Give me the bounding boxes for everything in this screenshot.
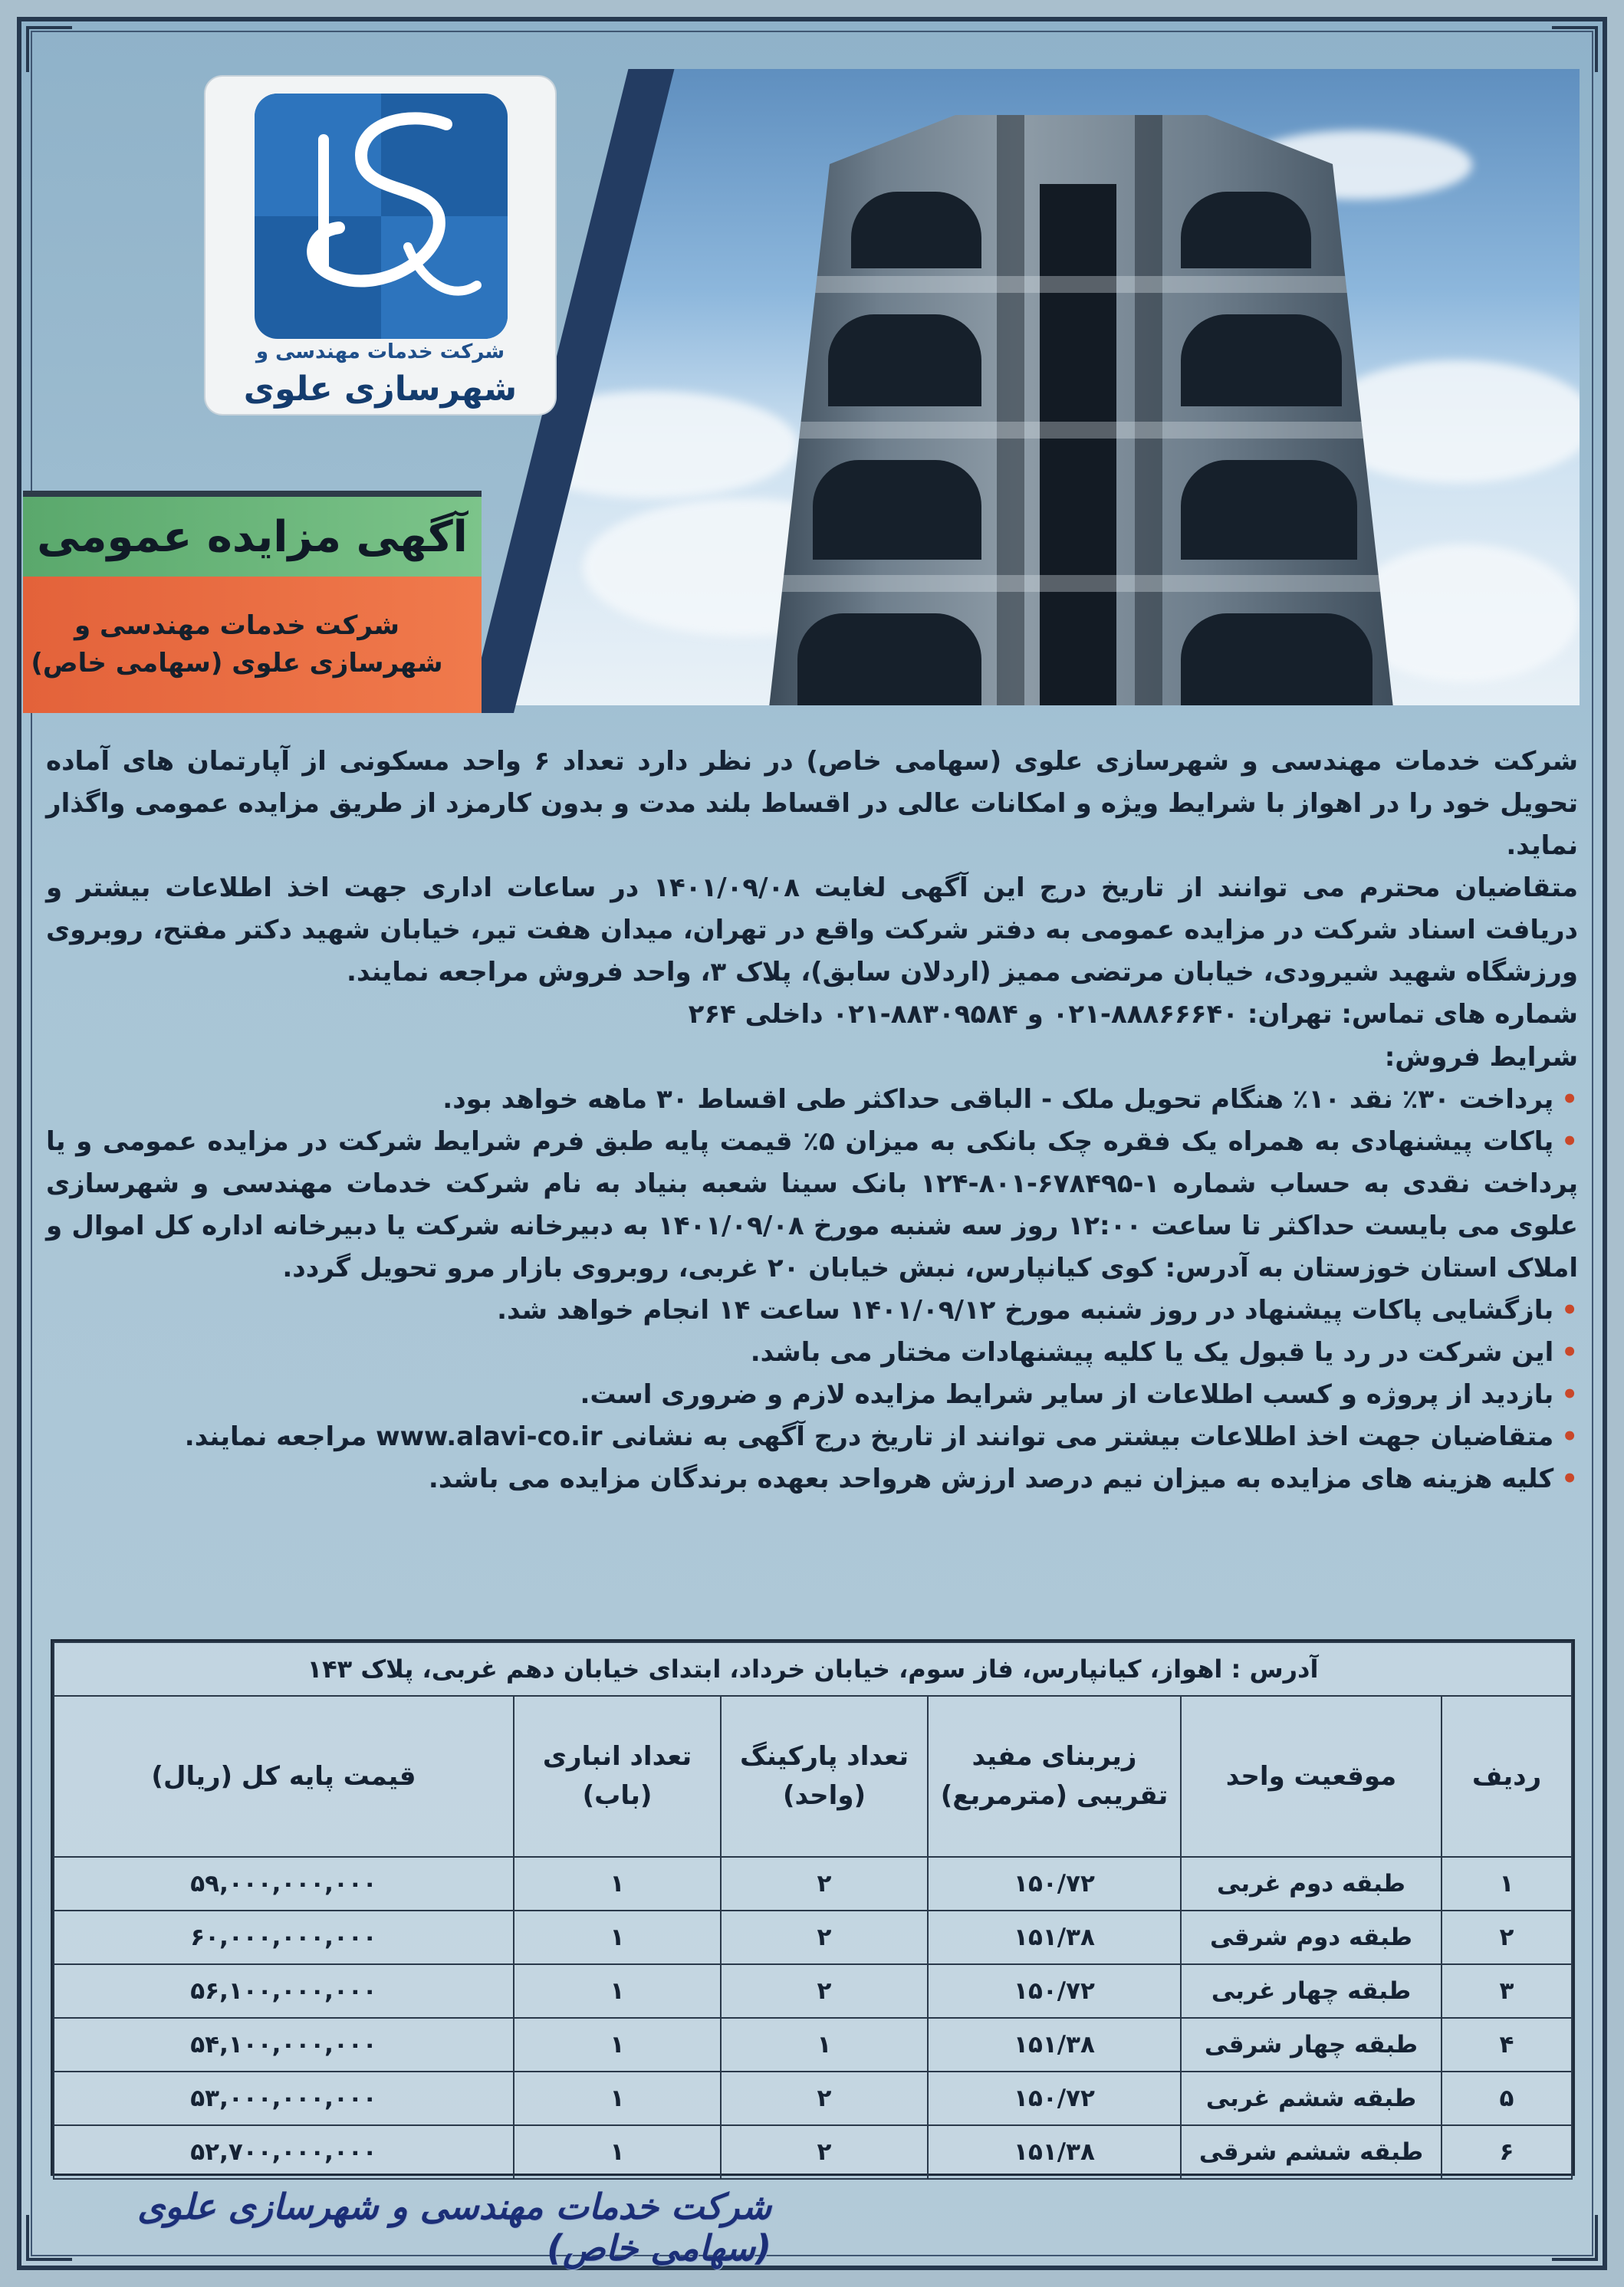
cell-base-price: ۶۰,۰۰۰,۰۰۰,۰۰۰ [54, 1911, 514, 1964]
cell-storage: ۱ [514, 2125, 721, 2179]
cell-row-number: ۶ [1442, 2125, 1572, 2179]
header-area: زیربنای مفید تقریبی (مترمربع) [928, 1696, 1181, 1857]
corner-ornament [26, 26, 72, 72]
intro-paragraph: شرکت خدمات مهندسی و شهرسازی علوی (سهامی خاص) در نظر دارد تعداد ۶ واحد مسکونی از آپارتمان های آماده تحویل خود را در اهواز با شرایط ویژه و امکانات عالی در اقساط بلند مدت و بدون کارمزد از طریق مزایده عمومی واگذار نماید. [46, 746, 1578, 862]
footer-company-signature [43, 2186, 779, 2269]
cell-row-number: ۴ [1442, 2018, 1572, 2072]
cell-base-price: ۵۶,۱۰۰,۰۰۰,۰۰۰ [54, 1964, 514, 2018]
arched-window [1181, 192, 1311, 268]
cell-area: ۱۵۱/۳۸ [928, 1911, 1181, 1964]
cell-parking: ۲ [721, 2072, 928, 2125]
arched-window [1181, 314, 1342, 406]
cell-unit-location: طبقه چهار شرقی [1181, 2018, 1442, 2072]
arched-window [813, 460, 981, 560]
info-paragraph: متقاضیان محترم می توانند از تاریخ درج این آگهی لغایت ۱۴۰۱/۰۹/۰۸ در ساعات اداری جهت اخذ اطلاعات بیشتر و دریافت اسناد شرکت در مزایده عمومی به دفتر شرکت واقع در تهران، میدان هفت تیر، خیابان شهید دکتر مفتح، روبروی ورزشگاه شهید شیرودی، خیابان مرتضی ممیز (اردلان سابق)، پلاک ۳، واحد فروش مراجعه نمایند. [46, 872, 1578, 988]
cell-storage: ۱ [514, 2018, 721, 2072]
cell-base-price: ۵۳,۰۰۰,۰۰۰,۰۰۰ [54, 2072, 514, 2125]
sale-term-item: • کلیه هزینه های مزایده به میزان نیم درصد ارزش هرواحد بعهده برندگان مزایده می باشد. [46, 1458, 1578, 1500]
header-unit-location: موقعیت واحد [1181, 1696, 1442, 1857]
sale-term-item: • بازدید از پروژه و کسب اطلاعات از سایر شرایط مزایده لازم و ضروری است. [46, 1374, 1578, 1416]
cell-row-number: ۲ [1442, 1911, 1572, 1964]
table-row [54, 2072, 1572, 2125]
contact-numbers: شماره های تماس: تهران: ۸۸۸۶۶۶۴۰-۰۲۱ و ۸۸۳۰۹۵۸۴-۰۲۱ داخلی ۲۶۴ [688, 999, 1578, 1030]
corner-ornament [1552, 2215, 1598, 2261]
cell-parking: ۱ [721, 2018, 928, 2072]
cell-row-number: ۳ [1442, 1964, 1572, 2018]
table-row [54, 2125, 1572, 2179]
table-address: آدرس : اهواز، کیانپارس، فاز سوم، خیابان خرداد، ابتدای خیابان دهم غربی، پلاک ۱۴۳ [54, 1642, 1572, 1696]
announcement-body [46, 741, 1578, 1500]
cell-parking: ۲ [721, 1911, 928, 1964]
cell-storage: ۱ [514, 1911, 721, 1964]
table-header-row [54, 1696, 1572, 1857]
cell-base-price: ۵۹,۰۰۰,۰۰۰,۰۰۰ [54, 1857, 514, 1911]
header-parking: تعداد پارکینگ (واحد) [721, 1696, 928, 1857]
facade-column [1135, 115, 1162, 705]
building-photo [491, 69, 1580, 705]
cell-unit-location: طبقه ششم غربی [1181, 2072, 1442, 2125]
logo-mark [255, 94, 508, 339]
cell-base-price: ۵۲,۷۰۰,۰۰۰,۰۰۰ [54, 2125, 514, 2179]
logo-text-line1: شرکت خدمات مهندسی و [255, 340, 505, 363]
company-ribbon [23, 577, 482, 713]
cell-storage: ۱ [514, 1857, 721, 1911]
company-logo [205, 77, 555, 414]
cell-area: ۱۵۰/۷۲ [928, 2072, 1181, 2125]
header-row-number: ردیف [1442, 1696, 1572, 1857]
logo-text-line2: شهرسازی علوی [243, 370, 518, 409]
sale-term-item: • پرداخت ۳۰٪ نقد ۱۰٪ هنگام تحویل ملک - الباقی حداکثر طی اقساط ۳۰ ماهه خواهد بود. [46, 1079, 1578, 1121]
header-base-price: قیمت پایه کل (ریال) [54, 1696, 514, 1857]
facade-band [767, 422, 1396, 439]
auction-title-ribbon [23, 491, 482, 577]
footer-company-name: شرکت خدمات مهندسی و شهرسازی علوی (سهامی خاص) [137, 2186, 771, 2269]
cell-row-number: ۵ [1442, 2072, 1572, 2125]
table-address-row [54, 1642, 1572, 1696]
arched-window [1181, 613, 1373, 705]
arched-window [797, 613, 981, 705]
facade-column [997, 115, 1024, 705]
table-row [54, 2018, 1572, 2072]
auction-title: آگهی مزایده عمومی [37, 511, 468, 562]
cell-storage: ۱ [514, 2072, 721, 2125]
corner-ornament [1552, 26, 1598, 72]
sale-term-item: • متقاضیان جهت اخذ اطلاعات بیشتر می توانند از تاریخ درج آگهی به نشانی www.alavi-co.ir مراجعه نمایند. [46, 1416, 1578, 1458]
cell-row-number: ۱ [1442, 1857, 1572, 1911]
table-row [54, 1857, 1572, 1911]
table-row [54, 1964, 1572, 2018]
cell-unit-location: طبقه دوم شرقی [1181, 1911, 1442, 1964]
cell-area: ۱۵۰/۷۲ [928, 1964, 1181, 2018]
header-storage: تعداد انباری (باب) [514, 1696, 721, 1857]
cell-base-price: ۵۴,۱۰۰,۰۰۰,۰۰۰ [54, 2018, 514, 2072]
cell-area: ۱۵۰/۷۲ [928, 1857, 1181, 1911]
sale-term-item: • این شرکت در رد یا قبول یک یا کلیه پیشنهادات مختار می باشد. [46, 1332, 1578, 1374]
sale-term-item: • بازگشایی پاکات پیشنهاد در روز شنبه مورخ ۱۴۰۱/۰۹/۱۲ ساعت ۱۴ انجام خواهد شد. [46, 1290, 1578, 1332]
cell-area: ۱۵۱/۳۸ [928, 2018, 1181, 2072]
company-name-line1: شرکت خدمات مهندسی و [74, 610, 399, 641]
units-table [51, 1639, 1575, 2176]
facade-band [767, 575, 1396, 592]
arched-window [1181, 460, 1357, 560]
cell-unit-location: طبقه چهار غربی [1181, 1964, 1442, 2018]
cell-parking: ۲ [721, 2125, 928, 2179]
logo-calligraphy-icon [255, 94, 508, 339]
cell-parking: ۲ [721, 1857, 928, 1911]
building-facade [767, 115, 1396, 705]
arched-window [828, 314, 981, 406]
cell-storage: ۱ [514, 1964, 721, 2018]
cell-area: ۱۵۱/۳۸ [928, 2125, 1181, 2179]
sale-term-item: • پاکات پیشنهادی به همراه یک فقره چک بانکی به میزان ۵٪ قیمت پایه طبق فرم شرایط شرکت در مزایده عمومی و یا پرداخت نقدی به حساب شماره ۱-۶۷۸۴۹۵-۸۰۱-۱۲۴ بانک سینا شعبه بنیاد به نام شرکت خدمات مهندسی و شهرسازی علوی می بایست حداکثر تا ساعت ۱۲:۰۰ روز سه شنبه مورخ ۱۴۰۱/۰۹/۰۸ به دبیرخانه شرکت یا دبیرخانه اداره کل اموال و املاک استان خوزستان به آدرس: کوی کیانپارس، نبش خیابان ۲۰ غربی، روبروی بازار مرو تحویل گردد. [46, 1121, 1578, 1290]
cell-unit-location: طبقه دوم غربی [1181, 1857, 1442, 1911]
facade-band [767, 276, 1396, 293]
cell-unit-location: طبقه ششم شرقی [1181, 2125, 1442, 2179]
arched-window [851, 192, 981, 268]
facade-center-slit [1040, 184, 1116, 705]
company-name-line2: شهرسازی علوی (سهامی خاص) [31, 648, 443, 679]
table-row [54, 1911, 1572, 1964]
sale-terms-heading: شرایط فروش: [1384, 1041, 1578, 1073]
cell-parking: ۲ [721, 1964, 928, 2018]
